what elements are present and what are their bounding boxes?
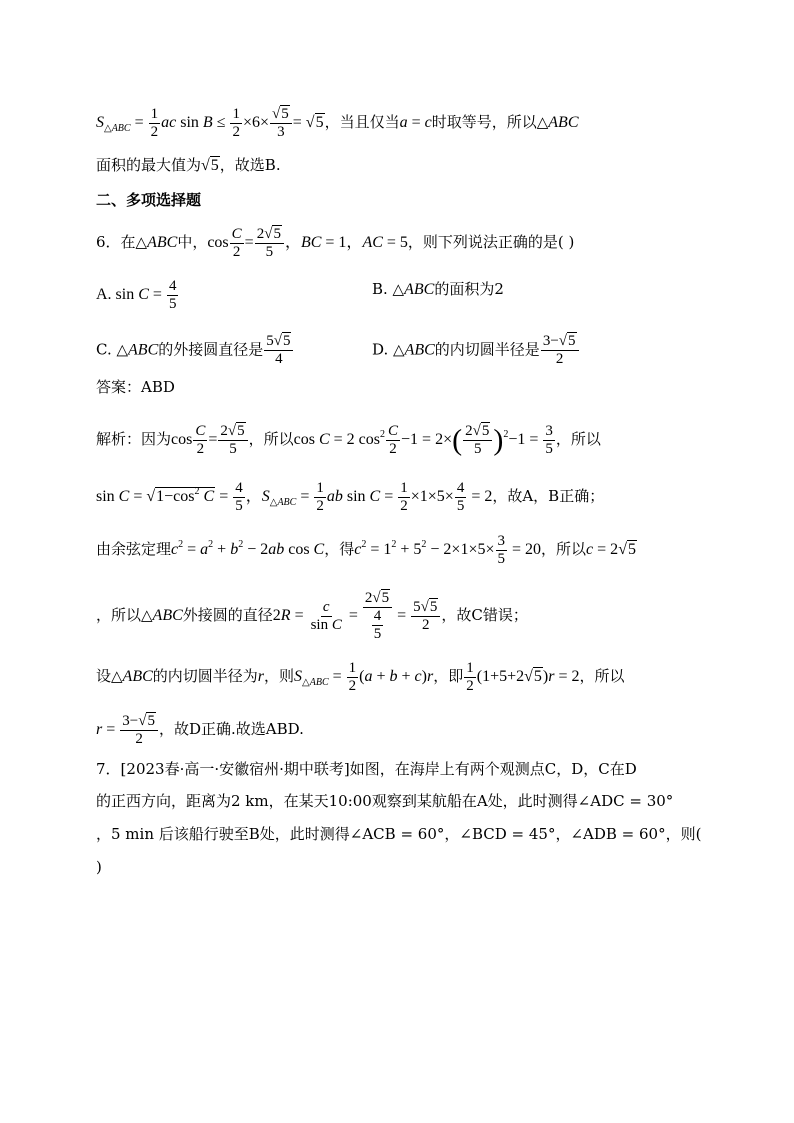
text-fragment: 的内切圆半径为 (152, 667, 258, 686)
text-fragment: ，故选B. (219, 156, 281, 174)
text-fragment: 外接圆的直径 (182, 606, 273, 625)
text-fragment: C. △ (96, 340, 129, 359)
text-fragment: ，即 (433, 667, 464, 686)
text-fragment: 6．在△ (96, 233, 148, 252)
text-fragment: ，则下列说法正确的是( ) (407, 233, 575, 252)
question-6: 6．在△ABC中，cos $\frac{C}{2}$ = $\frac{2√5}{5}$ ，BC = 1，AC = 5，则下列说法正确的是( ) (96, 226, 575, 260)
text-fragment: 解析：因为 (96, 430, 172, 449)
text-fragment: ，则 (264, 667, 295, 686)
option-d: D. △ABC的内切圆半径是 $\frac{3-√5}{2}$ (372, 333, 580, 368)
text-fragment: ，故C错误； (441, 606, 528, 625)
text-fragment: ，所以 (248, 430, 294, 449)
text-fragment: ，故A，B正确； (492, 487, 605, 506)
text-fragment: ，所以 (555, 430, 601, 449)
answer-line: 答案：ABD (96, 378, 175, 396)
text-fragment: 的面积为2 (434, 280, 504, 298)
question-7-line-3: ，5 min 后该船行驶至B处，此时测得∠ACB = 60°，∠BCD = 45°，∠ADB = 60°，则( (96, 825, 702, 843)
question-7-line-4: ) (96, 858, 102, 876)
solution-line-4: ，所以△ABC外接圆的直径2R = $\frac{c}{\text{sin C}}$ = $\frac{2√5}{\frac{4}{5}}$ = $\frac{5√5}{2}$ ，故C错误； (96, 590, 528, 642)
solution-line-5: 设△ABC的内切圆半径为r，则$S_{\triangle ABC}$ = $\frac{1}{2}$ (a + b + c)r，即 $\frac{1}{2}$ (1+5+2√5)r = 2，所以 (96, 660, 625, 694)
solution-line-1: 解析：因为cos $\frac{C}{2}$ = $\frac{2√5}{5}$ ，所以cos C = 2 $\cos^2$ $\frac{C}{2}$ −1 = 2×( $\frac{2√5}{5}$ )$^2$−1 = $\frac{3}{5}$ ，所以 (96, 423, 601, 457)
text-fragment: 面积的最大值为 (96, 156, 202, 174)
text-fragment: ，得 (324, 540, 355, 559)
text-fragment: A. sin (96, 286, 135, 304)
question-7-line-2: 的正西方向，距离为2 km，在某天10:00观察到某航船在A处，此时测得∠ADC = 30° (96, 792, 674, 810)
solution-line-6: r = $\frac{3-√5}{2}$ ，故D正确.故选ABD. (96, 713, 304, 747)
option-a: A. sin C = $\frac{4}{5}$ (96, 278, 177, 312)
question-7-line-1: 7．[2023春·高一·安徽宿州·期中联考]如图，在海岸上有两个观测点C，D，C在D (96, 760, 637, 778)
solution-line-area: $S_{\triangle ABC}$ = $\frac{1}{2}$ ac sin B ≤ $\frac{1}{2}$ ×6× $\frac{√5}{3}$ = √5，当且仅当a = c时取等号，所以△ABC (96, 106, 579, 140)
text-fragment: 设△ (96, 667, 123, 686)
solution-line-2: $\sin C = √1-\cos^2$ C = $\frac{4}{5}$ ，$S_{\triangle ABC}$ = $\frac{1}{2}$ ab sin C = $\frac{1}{2}$ ×1×5× $\frac{4}{5}$ = 2，故A，B正确； (96, 480, 605, 514)
text-fragment: ，所以 (541, 540, 587, 559)
text-fragment: D. △ (372, 340, 405, 359)
text-fragment: 由余弦定理 (96, 540, 172, 559)
text-fragment: 的外接圆直径是 (158, 340, 264, 359)
text-fragment: 中， (177, 233, 208, 252)
option-c: C. △ABC的外接圆直径是 $\frac{5√5}{4}$ (96, 333, 294, 368)
text-fragment: ，当且仅当 (324, 113, 400, 132)
text-fragment: ，所以△ (96, 606, 153, 625)
text-fragment: ，所以 (579, 667, 625, 686)
text-fragment: 的内切圆半径是 (434, 340, 540, 359)
solution-line-3: 由余弦定理$c^2 = a^2 + b^2 - 2ab$ cos C，得$c^2 = 1^2 + 5^2 - 2\times 1\times 5\times$ $\frac{3}{5}$ = 20，所以c = 2√5 (96, 533, 636, 567)
text-fragment: 时取等号，所以△ (431, 113, 549, 132)
section-heading: 二、多项选择题 (96, 191, 202, 209)
option-b: B. △ABC的面积为2 (372, 280, 504, 298)
text-fragment: B. △ (372, 280, 405, 298)
text-fragment: ，故D正确.故选ABD. (158, 720, 304, 739)
solution-line-max: 面积的最大值为√5，故选B. (96, 156, 281, 174)
